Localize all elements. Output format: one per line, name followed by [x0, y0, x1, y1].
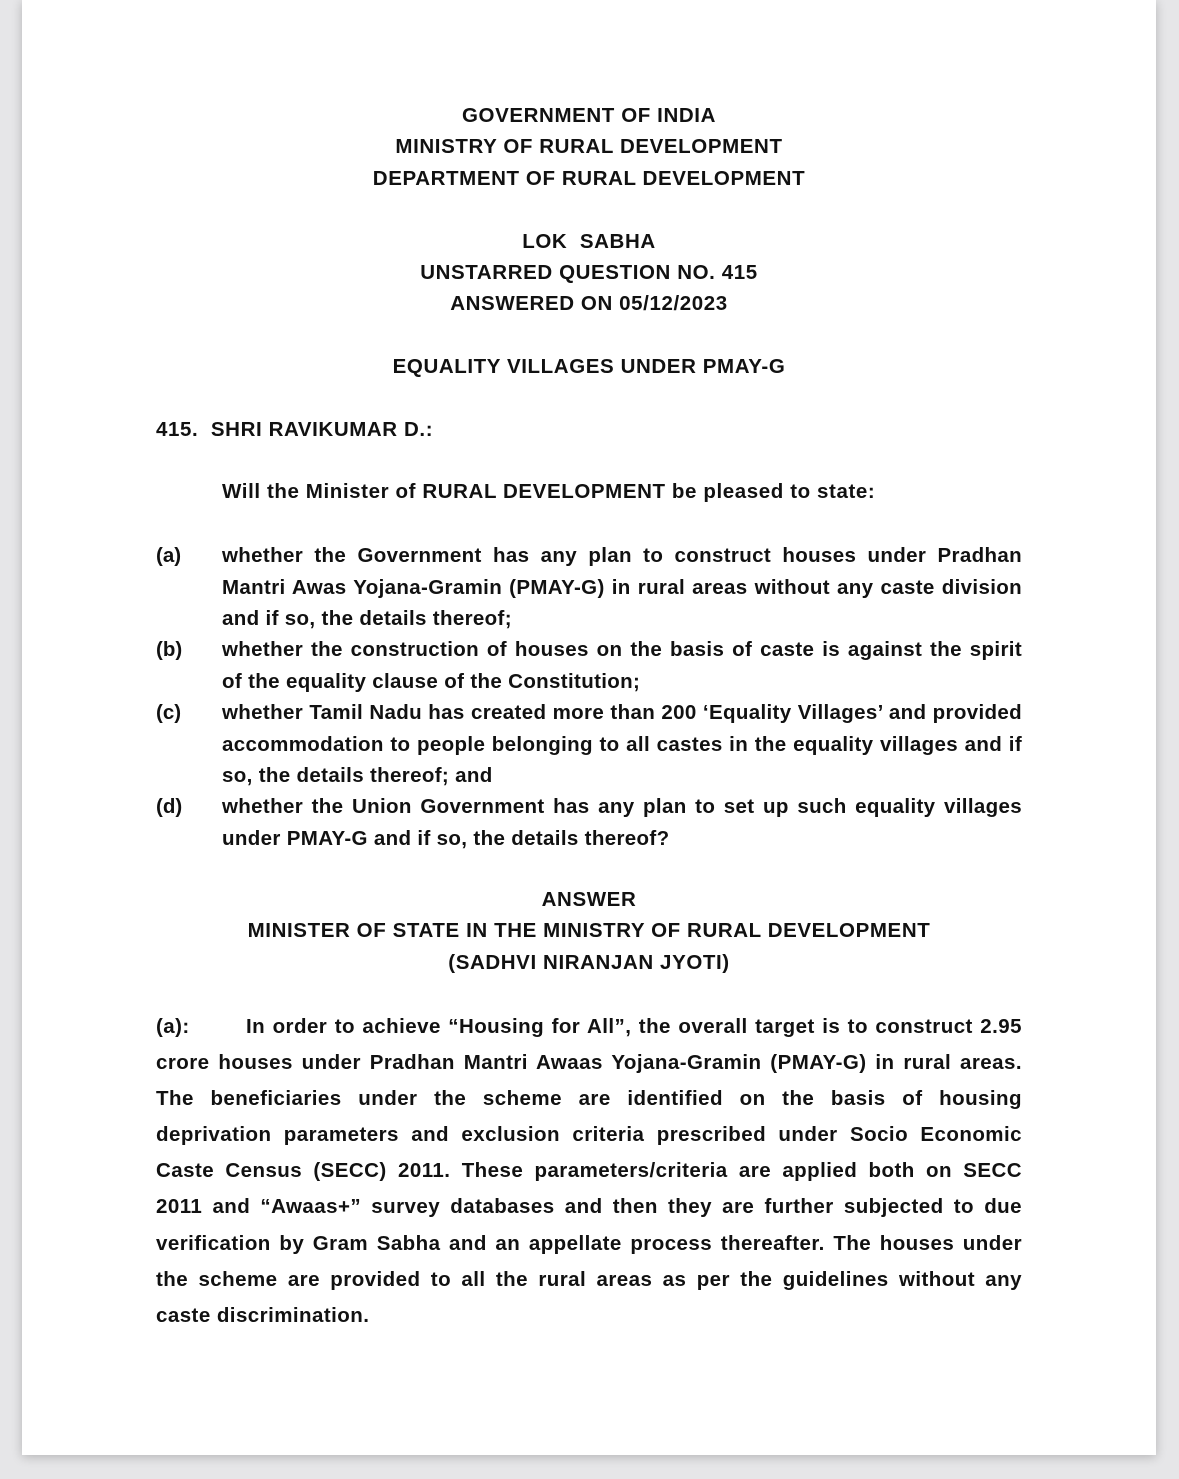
minister-title: MINISTER OF STATE IN THE MINISTRY OF RURAL DEVELOPMENT — [247, 919, 931, 942]
item-marker-c: (c) — [156, 701, 182, 724]
item-marker-b: (b) — [156, 638, 183, 661]
house-name: LOK SABHA — [522, 230, 656, 253]
question-item-a: whether the Government has any plan to construct houses under Pradhan Mantri Awas Yojana-Gramin (PMAY-G) in rural areas without any caste division and if so, the details thereof; — [222, 544, 1022, 630]
question-item-d: whether the Union Government has any plan to set up such equality villages under PMAY-G and if so, the details thereof? — [222, 795, 1022, 850]
answer-part-a — [156, 1009, 1022, 1334]
question-item-b: whether the construction of houses on the basis of caste is against the spirit of the equality clause of the Constitution; — [222, 638, 1022, 693]
answered-date: ANSWERED ON 05/12/2023 — [450, 292, 728, 315]
header-ministry: MINISTRY OF RURAL DEVELOPMENT — [395, 135, 783, 158]
answer-part-a-text: In order to achieve “Housing for All”, the overall target is to construct 2.95 crore houses under Pradhan Mantri Awaas Yojana-Gramin (PMAY-G) in rural areas. The beneficiaries under the scheme are identified on the basis of housing deprivation parameters and exclusion criteria prescribed under Socio Economic Caste Census (SECC) 2011. These parameters/criteria are applied both on SECC 2011 and “Awaas+” survey databases and then they are further subjected to due verification by Gram Sabha and an appellate process thereafter. The houses under the scheme are provided to all the rural areas as per the guidelines without any caste discrimination. — [156, 1015, 1022, 1327]
header-department: DEPARTMENT OF RURAL DEVELOPMENT — [372, 167, 806, 190]
minister-name: (SADHVI NIRANJAN JYOTI) — [448, 951, 730, 974]
question-member: 415. SHRI RAVIKUMAR D.: — [156, 418, 434, 441]
answer-part-a-label: (a): — [156, 1015, 190, 1038]
header-government: GOVERNMENT OF INDIA — [462, 104, 716, 127]
item-marker-d: (d) — [156, 795, 183, 818]
question-number: UNSTARRED QUESTION NO. 415 — [420, 261, 758, 284]
question-intro: Will the Minister of RURAL DEVELOPMENT be pleased to state: — [222, 480, 876, 503]
answer-heading: ANSWER — [541, 888, 637, 911]
document-page — [22, 0, 1156, 1455]
question-item-c: whether Tamil Nadu has created more than 200 ‘Equality Villages’ and provided accommodation to people belonging to all castes in the equality villages and if so, the details thereof; and — [222, 701, 1022, 787]
item-marker-a: (a) — [156, 544, 182, 567]
subject-title: EQUALITY VILLAGES UNDER PMAY-G — [392, 355, 786, 378]
